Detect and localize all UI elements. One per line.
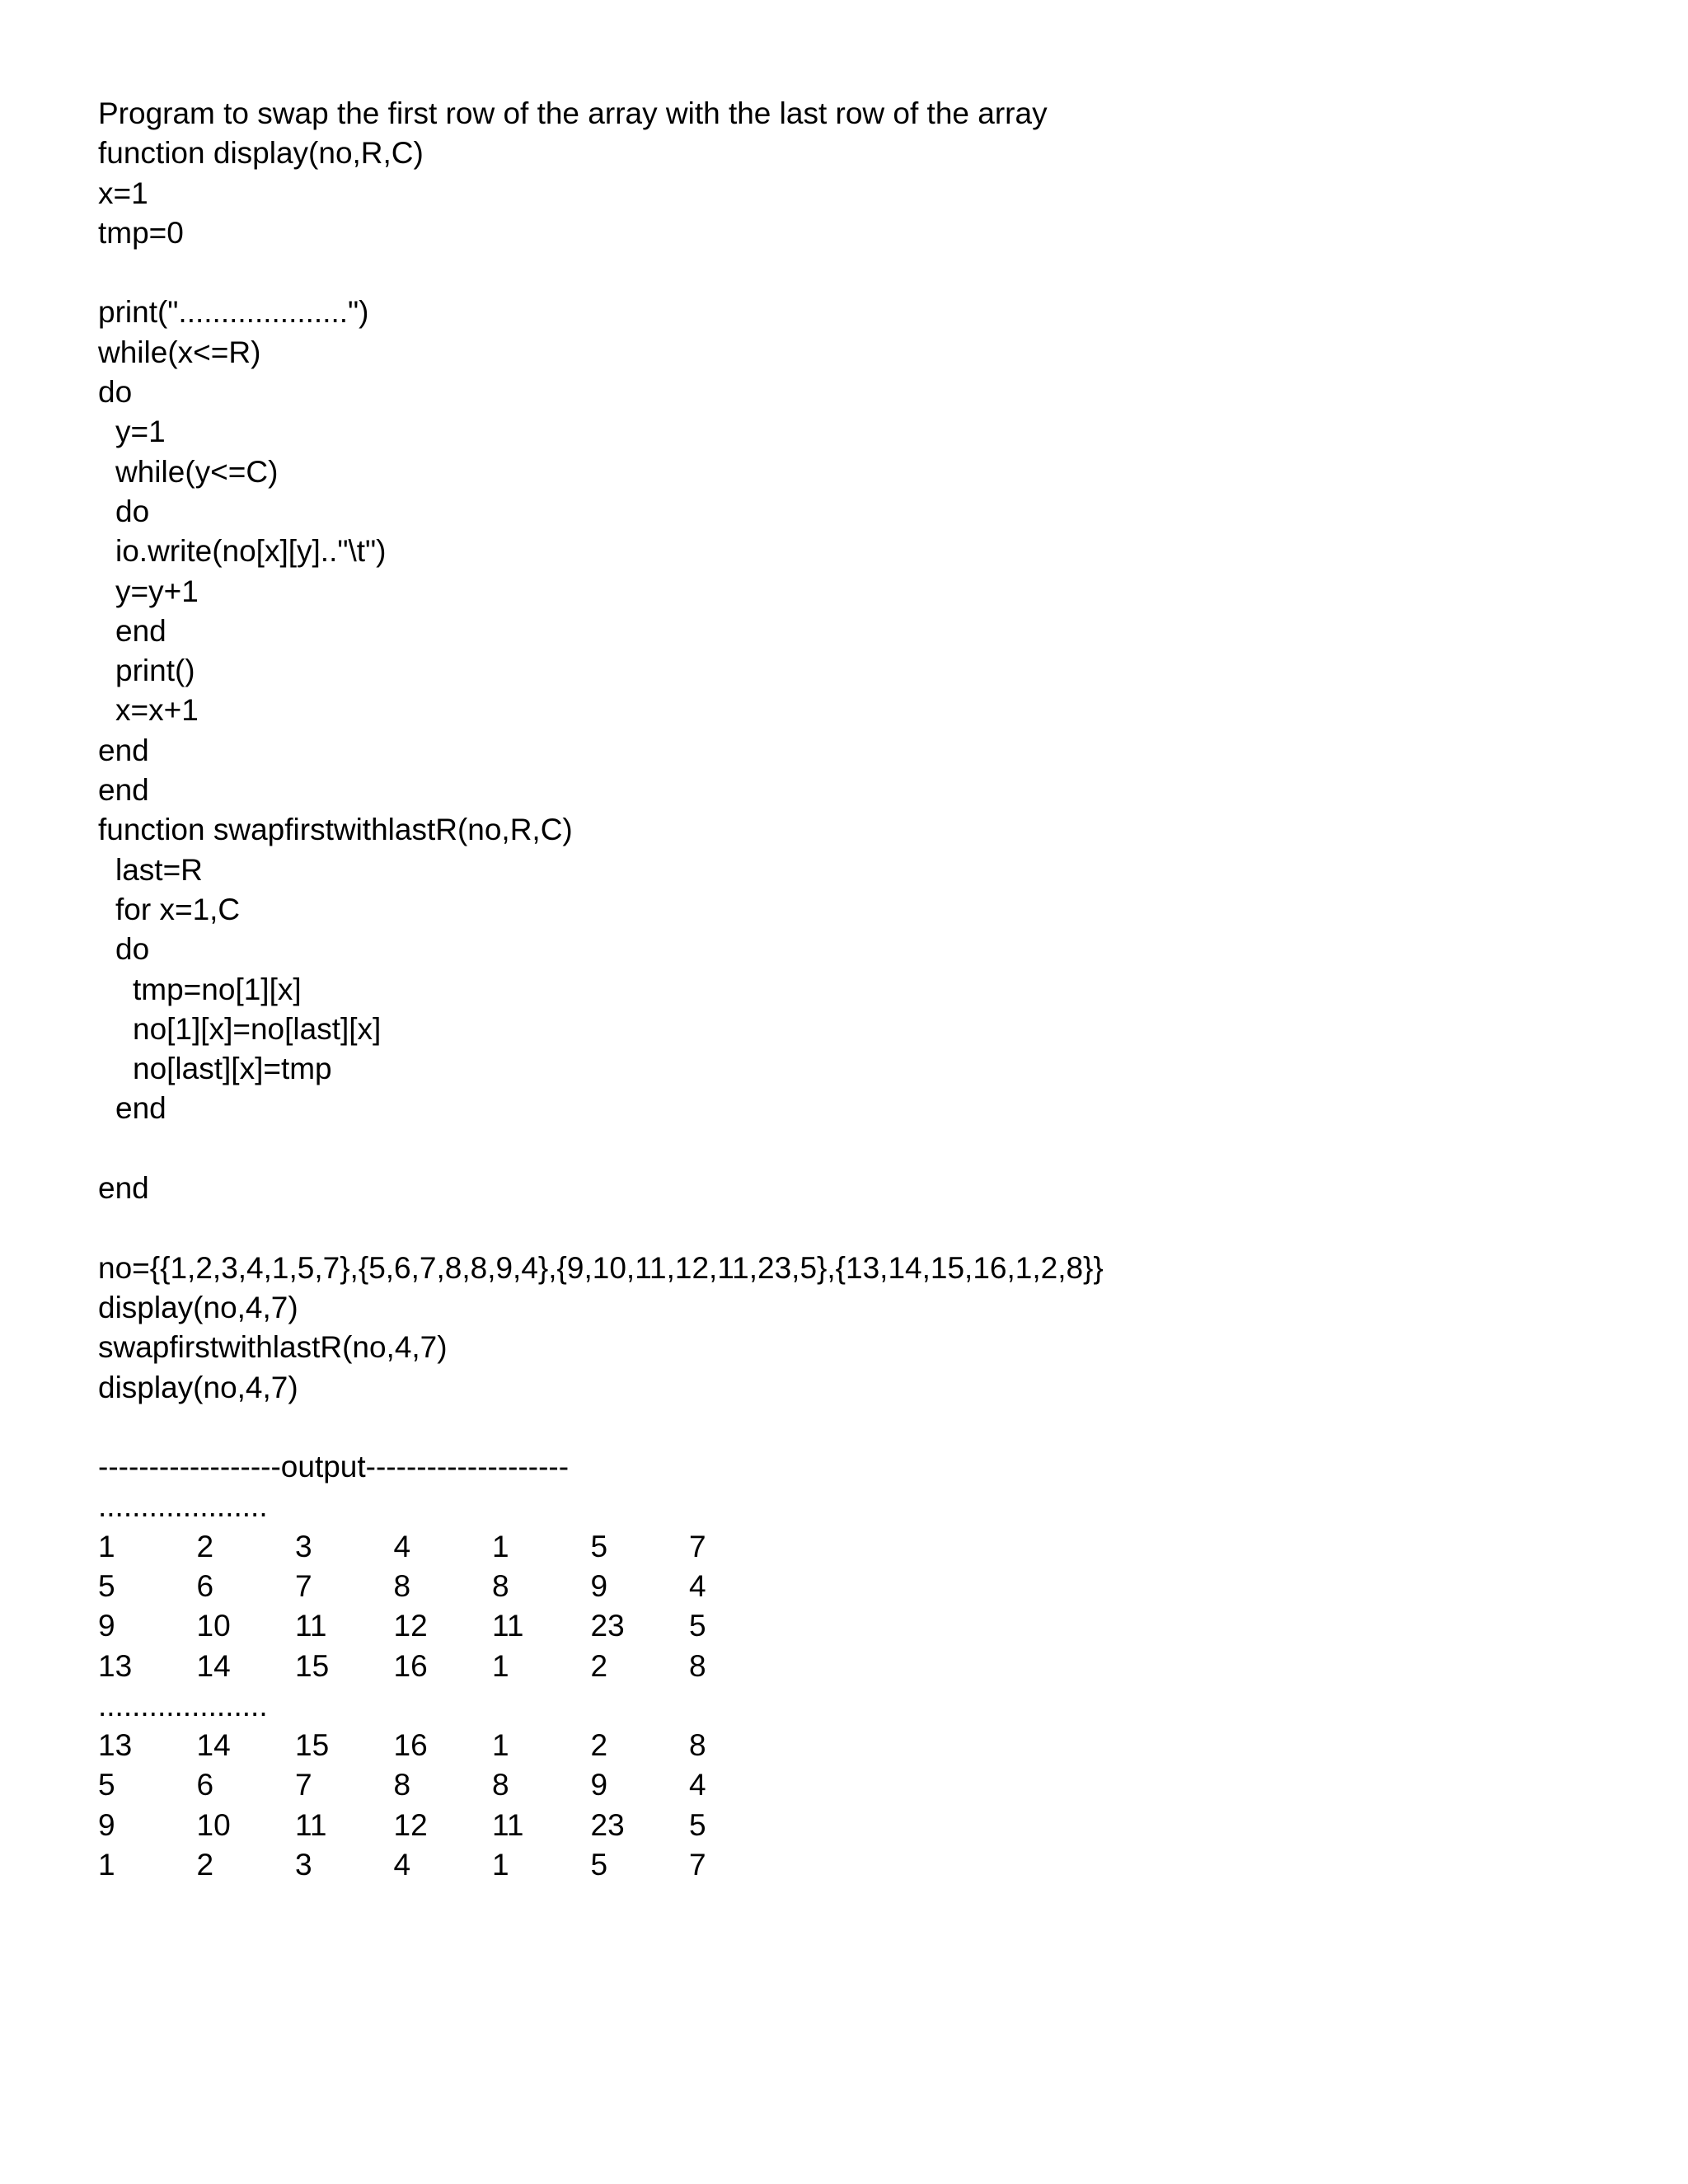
code-line: x=x+1 [115, 693, 199, 728]
document-title: Program to swap the first row of the array with the last row of the array [98, 96, 1048, 130]
code-line: tmp=0 [98, 215, 184, 250]
output-cell: 23 [590, 1609, 625, 1643]
output-cell: 1 [98, 1529, 115, 1563]
output-cell: 10 [196, 1807, 231, 1842]
code-line: while(x<=R) [98, 335, 261, 369]
document-body [98, 94, 1582, 1885]
output-cell: 3 [295, 1848, 312, 1882]
code-line: do [98, 375, 133, 410]
code-line: do [115, 494, 150, 528]
output-cell: 16 [393, 1728, 428, 1763]
output-cell: 8 [492, 1568, 509, 1603]
output-cell: 11 [492, 1609, 524, 1643]
output-row [98, 1567, 1582, 1606]
output-cell: 1 [492, 1648, 509, 1683]
output-cell: 11 [492, 1807, 524, 1842]
output-cell: 3 [295, 1529, 312, 1563]
output-cell: 4 [689, 1768, 706, 1802]
output-cell: 9 [98, 1609, 115, 1643]
output-cell: 5 [98, 1568, 115, 1603]
output-cell: 13 [98, 1728, 133, 1763]
output-cell: 8 [689, 1648, 706, 1683]
output-cell: 9 [590, 1568, 608, 1603]
code-line: end [115, 613, 166, 648]
output-cell: 11 [295, 1609, 327, 1643]
output-row [98, 1726, 1582, 1765]
output-cell: 8 [393, 1568, 411, 1603]
output-cell: 12 [393, 1609, 428, 1643]
output-row [98, 1527, 1582, 1567]
output-cell: 6 [196, 1768, 214, 1802]
output-cell: 6 [196, 1568, 214, 1603]
output-cell: 2 [590, 1728, 608, 1763]
code-line: display(no,4,7) [98, 1290, 298, 1324]
output-cell: 8 [492, 1768, 509, 1802]
code-line: y=y+1 [115, 574, 199, 608]
output-cell: 11 [295, 1807, 327, 1842]
code-line: tmp=no[1][x] [133, 972, 302, 1006]
output-cell: 7 [689, 1848, 706, 1882]
output-cell: 2 [590, 1648, 608, 1683]
code-line: swapfirstwithlastR(no,4,7) [98, 1330, 448, 1365]
output-cell: 8 [689, 1728, 706, 1763]
code-line [98, 1408, 1582, 1447]
output-cell: 4 [393, 1529, 411, 1563]
code-line: function swapfirstwithlastR(no,R,C) [98, 813, 573, 847]
code-line: print("....................") [98, 295, 369, 330]
code-line: no[1][x]=no[last][x] [133, 1011, 382, 1046]
code-line: end [115, 1091, 166, 1126]
output-cell: 7 [689, 1529, 706, 1563]
output-cell: 8 [393, 1768, 411, 1802]
code-line: no={{1,2,3,4,1,5,7},{5,6,7,8,8,9,4},{9,10,11,12,11,23,5},{13,14,15,16,1,2,8}} [98, 1250, 1104, 1285]
output-cell: 23 [590, 1807, 625, 1842]
output-cell: 7 [295, 1768, 312, 1802]
output-cell: 1 [492, 1848, 509, 1882]
output-cell: 1 [492, 1728, 509, 1763]
output-cell: 4 [393, 1848, 411, 1882]
code-line: x=1 [98, 176, 148, 210]
output-cell: 5 [590, 1529, 608, 1563]
output-header: ------------------output-------------------- [98, 1450, 570, 1484]
code-line: do [115, 932, 150, 967]
output-table-after [98, 1726, 1582, 1885]
code-line: for x=1,C [115, 892, 241, 926]
output-separator-1: .................... [98, 1489, 268, 1524]
output-cell: 5 [689, 1609, 706, 1643]
output-cell: 1 [98, 1848, 115, 1882]
output-cell: 15 [295, 1728, 330, 1763]
code-line: no[last][x]=tmp [133, 1052, 332, 1086]
output-cell: 1 [492, 1529, 509, 1563]
output-cell: 5 [689, 1807, 706, 1842]
output-row [98, 1647, 1582, 1686]
output-row [98, 1845, 1582, 1885]
output-cell: 5 [98, 1768, 115, 1802]
code-line: end [98, 1171, 149, 1206]
output-row [98, 1806, 1582, 1845]
output-table-before [98, 1527, 1582, 1686]
output-cell: 13 [98, 1648, 133, 1683]
code-line: end [98, 733, 149, 767]
code-line: function display(no,R,C) [98, 136, 424, 171]
output-cell: 5 [590, 1848, 608, 1882]
code-line: last=R [115, 852, 203, 887]
output-cell: 14 [196, 1728, 231, 1763]
output-row [98, 1606, 1582, 1646]
code-block [98, 134, 1582, 1447]
output-cell: 9 [98, 1807, 115, 1842]
output-cell: 14 [196, 1648, 231, 1683]
code-line: y=1 [115, 415, 166, 449]
output-separator-2: .................... [98, 1688, 268, 1722]
output-cell: 16 [393, 1648, 428, 1683]
output-cell: 15 [295, 1648, 330, 1683]
output-cell: 7 [295, 1568, 312, 1603]
code-line: print() [115, 654, 195, 688]
output-cell: 2 [196, 1529, 214, 1563]
code-line [98, 1129, 1582, 1169]
output-row [98, 1765, 1582, 1805]
output-cell: 10 [196, 1609, 231, 1643]
code-line: display(no,4,7) [98, 1370, 298, 1404]
code-line: io.write(no[x][y].."\t") [115, 534, 387, 569]
code-line [98, 1208, 1582, 1248]
code-line: while(y<=C) [115, 454, 279, 489]
output-cell: 9 [590, 1768, 608, 1802]
code-line: end [98, 773, 149, 808]
output-cell: 12 [393, 1807, 428, 1842]
output-cell: 4 [689, 1568, 706, 1603]
code-line [98, 253, 1582, 293]
output-cell: 2 [196, 1848, 214, 1882]
